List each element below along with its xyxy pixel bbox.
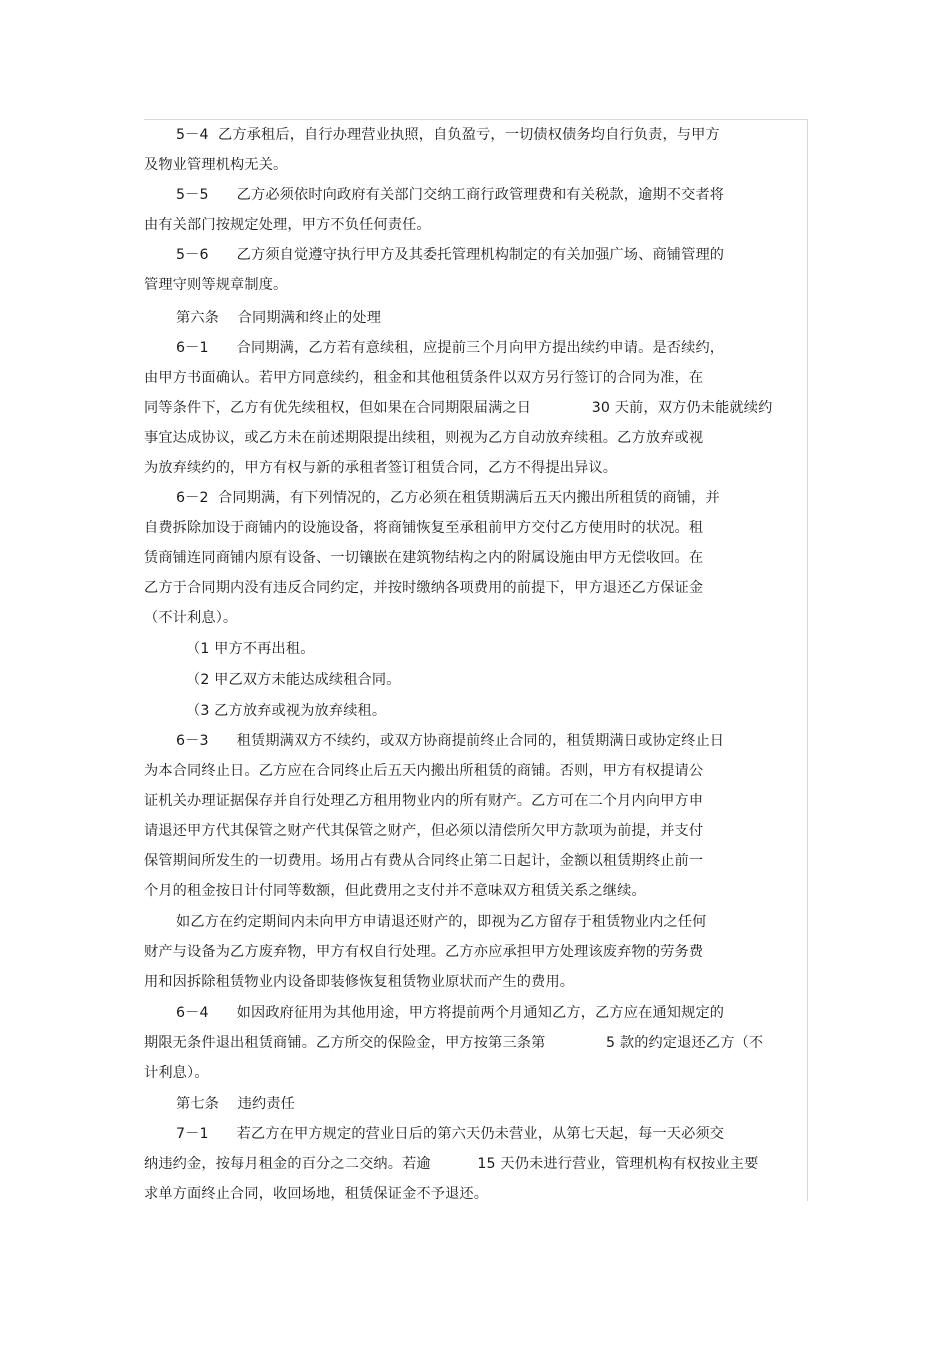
clause-5-5-line-1: 5－5 乙方必须依时向政府有关部门交纳工商行政管理费和有关税款，逾期不交者将 <box>176 187 725 203</box>
clause-6-3-para2-line-1: 如乙方在约定期间内未向甲方申请退还财产的，即视为乙方留存于租赁物业内之任何 <box>176 914 707 930</box>
clause-6-1-line-3: 同等条件下，乙方有优先续租权，但如果在合同期限届满之日 30 天前，双方仍未能就续约 <box>144 400 773 416</box>
clause-6-3-line-1: 6－3 租赁期满双方不续约，或双方协商提前终止合同的，租赁期满日或协定终止日 <box>176 733 725 749</box>
list-item-2: （2 甲乙双方未能达成续租合同。 <box>186 672 401 688</box>
clause-6-1-line-4: 事宜达成协议，或乙方未在前述期限提出续租，则视为乙方自动放弃续租。乙方放弃或视 <box>144 430 704 446</box>
page-border-top <box>144 119 808 120</box>
clause-6-3-para2-line-2: 财产与设备为乙方废弃物，甲方有权自行处理。乙方亦应承担甲方处理该废弃物的劳务费 <box>144 944 704 960</box>
clause-7-1-line-2: 纳违约金，按每月租金的百分之二交纳。若逾 15 天仍未进行营业，管理机构有权按业主要 <box>144 1156 759 1172</box>
clause-6-2-line-5: （不计利息）。 <box>144 610 238 626</box>
clause-6-2-line-3: 赁商铺连同商铺内原有设备、一切镶嵌在建筑物结构之内的附属设施由甲方无偿收回。在 <box>144 550 704 566</box>
clause-6-2-line-4: 乙方于合同期内没有违反合同约定，并按时缴纳各项费用的前提下，甲方退还乙方保证金 <box>144 580 704 596</box>
page-border-right <box>807 119 808 1201</box>
clause-6-1-line-1: 6－1 合同期满，乙方若有意续租，应提前三个月向甲方提出续约申请。是否续约， <box>176 340 725 356</box>
clause-6-1-line-2: 由甲方书面确认。若甲方同意续约，租金和其他租赁条件以双方另行签订的合同为准，在 <box>144 370 704 386</box>
clause-6-3-para2-line-3: 用和因拆除租赁物业内设备即装修恢复租赁物业原状而产生的费用。 <box>144 974 575 990</box>
clause-6-3-line-3: 证机关办理证据保存并自行处理乙方租用物业内的所有财产。乙方可在二个月内向甲方申 <box>144 793 704 809</box>
clause-6-3-line-6: 个月的租金按日计付同等数额，但此费用之支付并不意味双方租赁关系之继续。 <box>144 883 646 899</box>
clause-7-1-line-3: 求单方面终止合同，收回场地，租赁保证金不予退还。 <box>144 1186 489 1202</box>
clause-6-2-line-2: 自费拆除加设于商铺内的设施设备，将商铺恢复至承租前甲方交付乙方使用时的状况。租 <box>144 520 704 536</box>
list-item-1: （1 甲方不再出租。 <box>186 641 315 657</box>
article-7-heading: 第七条 违约责任 <box>176 1096 296 1112</box>
clause-6-3-line-2: 为本合同终止日。乙方应在合同终止后五天内搬出所租赁的商铺。否则，甲方有权提请公 <box>144 763 704 779</box>
clause-6-4-line-2: 期限无条件退出租赁商铺。乙方所交的保险金，甲方按第三条第 5 款的约定退还乙方（不 <box>144 1035 764 1051</box>
clause-5-4-line-1: 5－4 乙方承租后，自行办理营业执照，自负盈亏，一切债权债务均自行负责，与甲方 <box>176 127 720 143</box>
clause-6-4-line-1: 6－4 如因政府征用为其他用途，甲方将提前两个月通知乙方，乙方应在通知规定的 <box>176 1005 725 1021</box>
clause-5-5-line-2: 由有关部门按规定处理，甲方不负任何责任。 <box>144 217 431 233</box>
list-item-3: （3 乙方放弃或视为放弃续租。 <box>186 703 387 719</box>
clause-6-1-line-5: 为放弃续约的，甲方有权与新的承租者签订租赁合同，乙方不得提出异议。 <box>144 460 618 476</box>
clause-5-4-line-2: 及物业管理机构无关。 <box>144 157 288 173</box>
clause-5-6-line-1: 5－6 乙方须自觉遵守执行甲方及其委托管理机构制定的有关加强广场、商铺管理的 <box>176 247 725 263</box>
clause-6-3-line-4: 请退还甲方代其保管之财产代其保管之财产，但必须以清偿所欠甲方款项为前提，并支付 <box>144 823 704 839</box>
clause-7-1-line-1: 7－1 若乙方在甲方规定的营业日后的第六天仍未营业，从第七天起，每一天必须交 <box>176 1126 725 1142</box>
clause-5-6-line-2: 管理守则等规章制度。 <box>144 277 288 293</box>
clause-6-4-line-3: 计利息）。 <box>144 1065 209 1081</box>
clause-6-3-line-5: 保管期间所发生的一切费用。场用占有费从合同终止第二日起计，金额以租赁期终止前一 <box>144 853 704 869</box>
clause-6-2-line-1: 6－2 合同期满，有下列情况的，乙方必须在租赁期满后五天内搬出所租赁的商铺，并 <box>176 490 720 506</box>
article-6-heading: 第六条 合同期满和终止的处理 <box>176 310 382 326</box>
